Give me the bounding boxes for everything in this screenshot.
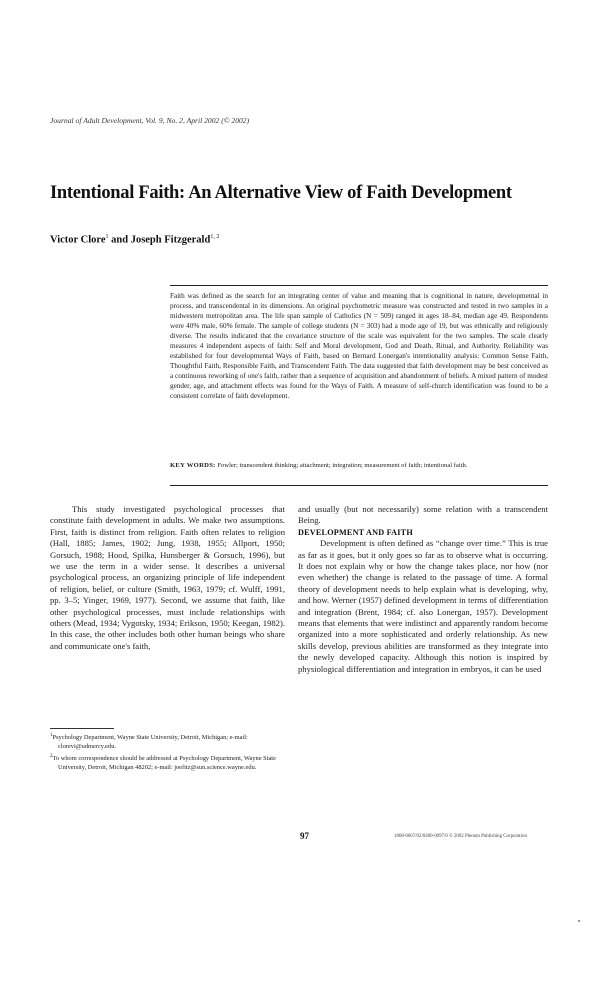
abstract-bottom-rule [170, 485, 548, 486]
author-joiner: and [108, 234, 131, 246]
journal-citation: Journal of Adult Development, Vol. 9, No. 2, April 2002 (© 2002) [50, 116, 250, 125]
body-paragraph: Development is often defined as “change over time.” This is true as far as it goes, but it only goes so far as to observe what is occurring. It does not explain why or how the change takes place, nor how (nor even whether) the change is related to the passage of time. A formal theory of development needs to help explain what is developing, why, and how. Werner (1957) defined development in terms of differentiation and integration (Brent, 1984; cf. also Lonergan, 1957). Development means that elements that were indistinct and apparently random become organized into a more sophisticated and orderly relationship. As new skills develop, previous abilities are transformed as they integrate into the newly developed capacity. Although this notion is inspired by physiological differentiation and integration in embryos, it can be used [298, 538, 548, 674]
article-title: Intentional Faith: An Alternative View of Faith Development [50, 183, 512, 203]
copyright-line: 1068-0667/02/0400-0097/0 © 2002 Plenum Publishing Corporation [394, 834, 527, 839]
body-paragraph: This study investigated psychological processes that constitute faith development in adults. We make two assumptions. First, faith is distinct from religion. Faith often relates to religion (Hall, 1885; James, 1902; Jung, 1938, 1955; Allport, 1950; Gorsuch, 1988; Hood, Spilka, Hunsberger & Gorsuch, 1996), but we use the term in a wider sense. It describes a universal psychological process, an organizing principle of life independent of religion, belief, or culture (Smith, 1963, 1979; cf. Wulff, 1991, pp. 3–5; Yinger, 1969, 1977). Second, we assume that faith, like other psychological processes, must include relationships with others (Mead, 1934; Vygotsky, 1934; Erikson, 1950; Keegan, 1982). In this case, the other includes both other human beings who share and communicate one's faith, [50, 504, 285, 651]
footnote-mark: 2 [50, 753, 53, 759]
author-name: Joseph Fitzgerald [130, 234, 211, 246]
footnote-text: Psychology Department, Wayne State University, Detroit, Michigan; e-mail: clorevi@udmercy.edu. [52, 734, 248, 750]
author-line [50, 234, 550, 246]
footnote-mark: 1 [50, 733, 53, 738]
footnotes [50, 732, 285, 773]
body-left-column [50, 504, 285, 652]
footnote-text: To whom correspondence should be addressed at Psychology Department, Wayne State University, Detroit, Michigan 48202; e-mail: joefitz@sun.science.wayne.edu. [52, 754, 276, 771]
keywords [170, 461, 548, 471]
body-paragraph: and usually (but not necessarily) some relation with a transcendent Being. [298, 504, 548, 526]
author-affiliation-mark: 1, 2 [210, 234, 220, 240]
abstract-text: Faith was defined as the search for an integrating center of value and meaning that is cognitional in nature, developmental in process, and transcendental in its dimensions. An original psychometric measure was constructed and tested in two samples in a midwestern metropolitan area. The life span sample of Catholics (N = 509) ranged in ages 18–84, median age 49. Respondents were 40% male, 60% female. The sample of college students (N = 303) had a mode age of 19, but was ethnically and religiously diverse. The results indicated that the covariance structure of the scale was equivalent for the two samples. The scale clearly measures 4 independent aspects of faith: Self and Moral development, God and Death, Ritual, and Authority. Reliability was established for four developmental Ways of Faith, based on Bernard Lonergan's intentionality analysis: Common Sense Faith, Thoughtful Faith, Responsible Faith, and Transcendent Faith. The data suggested that faith development may be best conceived as a continuous reworking of one's faith, rather than a sequence of acquisition and abandonment of beliefs. A mixed pattern of modest gender, age, and attachment effects was found for the Ways of Faith. A measure of self-church identification was found to be a consistent correlate of faith development. [170, 292, 548, 400]
author-affiliation-mark: 1 [105, 234, 109, 240]
keywords-list: Fowler; transcendent thinking; attachment; integration; measurement of faith; intentional faith. [217, 462, 468, 469]
footnote [50, 732, 285, 752]
body-right-column [298, 504, 548, 675]
footnote-rule [50, 728, 114, 729]
abstract-top-rule [170, 285, 548, 286]
footnote [50, 753, 285, 773]
scan-speck [578, 920, 580, 922]
page-number: 97 [300, 831, 309, 841]
section-heading: DEVELOPMENT AND FAITH [298, 527, 413, 537]
keywords-label: KEY WORDS: [170, 462, 216, 469]
author-name: Victor Clore [50, 234, 106, 246]
